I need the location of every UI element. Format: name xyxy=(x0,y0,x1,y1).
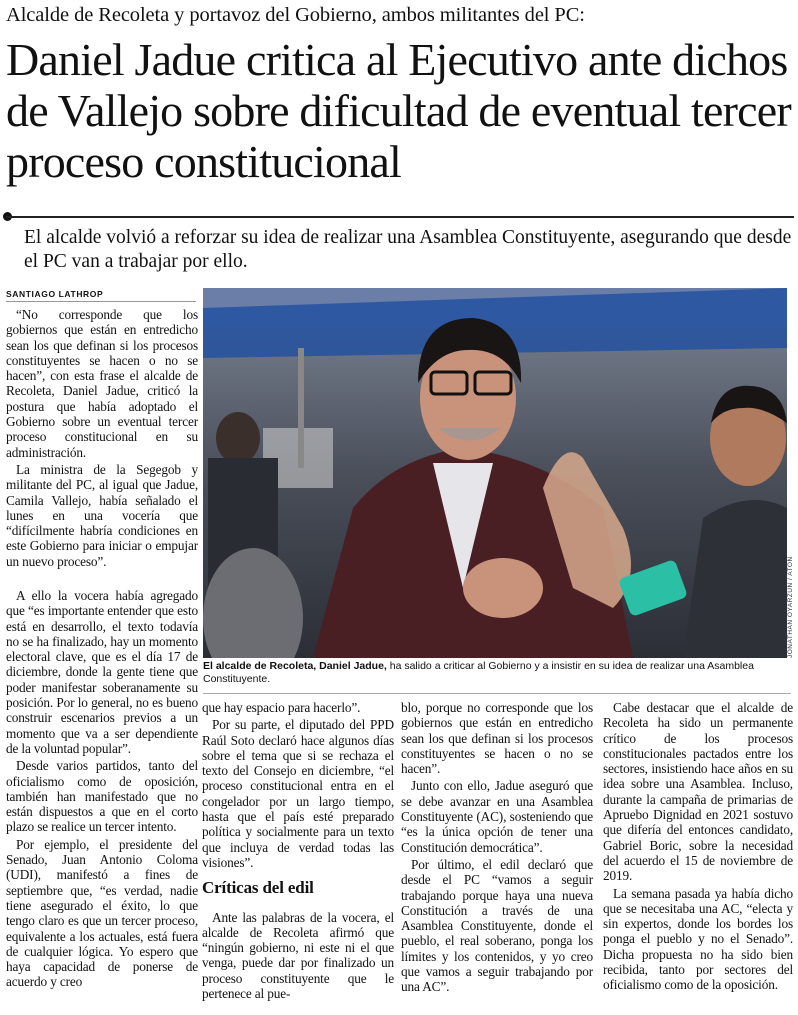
article-headline: Daniel Jadue critica al Ejecutivo ante dichos de Vallejo sobre dificultad de eventual tercer proceso constitucional xyxy=(6,34,791,187)
caption-bold: El alcalde de Recoleta, Daniel Jadue, xyxy=(203,660,387,672)
photo-caption xyxy=(203,660,791,686)
column-1-continued xyxy=(6,588,198,992)
caption-text: ha salido a criticar al Gobierno y a insistir en su idea de realizar una Asamblea Constituyente. xyxy=(203,660,754,685)
article-kicker: Alcalde de Recoleta y portavoz del Gobierno, ambos militantes del PC: xyxy=(6,4,585,26)
paragraph: blo, porque no corresponde que los gobiernos que están en entredicho sean los que definan si los procesos constituyentes se hacen o no se hacen”. xyxy=(401,700,593,777)
paragraph: A ello la vocera había agregado que “es importante entender que esto está en desarrollo, el texto todavía no se ha finalizado, hay un momento electoral clave, que es el día 17 de diciembre, donde la gente tiene que poder manifestar soberanamente su posición. Por lo general, no es bueno construir escenarios previos a un momento que va a ser dependiente de la voluntad popular”. xyxy=(6,588,198,756)
article-lead: El alcalde volvió a reforzar su idea de realizar una Asamblea Constituyente, asegurando que desde el PC van a trabajar por ello. xyxy=(24,227,792,272)
caption-rule xyxy=(203,693,791,694)
paragraph: que hay espacio para hacerlo”. xyxy=(202,700,361,715)
byline: SANTIAGO LATHROP xyxy=(6,289,196,302)
paragraph: La ministra de la Segegob y militante del PC, al igual que Jadue, Camila Vallejo, había señalado el lunes en una vocería que “difícilmente habría condiciones en este Gobierno para iniciar o empujar un nuevo proceso”. xyxy=(6,461,198,569)
divider-rule xyxy=(6,216,794,218)
paragraph: Ante las palabras de la vocera, el alcalde de Recoleta afirmó que “ningún gobierno, ni este ni el que venga, puede dar por finalizado un proceso constituyente que le pertenece al pue- xyxy=(202,909,394,1002)
article-photo xyxy=(203,288,787,658)
photo-credit: JONATHAN OYARZUN / ATON xyxy=(787,556,794,658)
paragraph: Por último, el edil declaró que desde el PC “vamos a seguir trabajando porque haya una nueva Constitución a través de una Asamblea Constituyente, donde el pueblo, el real soberano, ponga los límites y los contenidos, y yo creo que vamos a seguir trabajando por una AC”. xyxy=(401,856,593,995)
paragraph: La semana pasada ya había dicho que se necesitaba una AC, “electa y sin expertos, donde los bordes los ponga el pueblo y no el Senado”. Dicha propuesta no ha sido bien recibida, tanto por sectores del oficialismo como de la oposición. xyxy=(603,885,793,993)
column-3 xyxy=(401,700,593,997)
section-subhead: Críticas del edil xyxy=(202,878,314,898)
paragraph: Junto con ello, Jadue aseguró que se debe avanzar en una Asamblea Constituyente (AC), sosteniendo que “es la única opción de tener una Constitución democrática”. xyxy=(401,778,593,855)
photo-illustration xyxy=(203,288,787,658)
column-4 xyxy=(603,700,793,995)
column-1 xyxy=(6,307,198,571)
paragraph: “No corresponde que los gobiernos que están en entredicho sean los que definan si los procesos constituyentes se hacen o no se hacen”, con esta frase el alcalde de Recoleta, Daniel Jadue, criticó la postura que había adoptado el Gobierno sobre un eventual tercer proceso constitucional en su administración. xyxy=(6,307,198,460)
column-2 xyxy=(202,700,394,1003)
paragraph: Desde varios partidos, tanto del oficialismo como de oposición, también han manifestado que no están dispuestos a que en el corto plazo se realice un tercer intento. xyxy=(6,758,198,835)
paragraph: Por ejemplo, el presidente del Senado, Juan Antonio Coloma (UDI), manifestó a fines de septiembre que, “es verdad, nadie tiene asegurado el éxito, lo que tengo claro es que un tercer proceso, equivalente a los actuales, está fuera de cualquier lógica. Yo espero que haya capacidad de ponerse de acuerdo y creo xyxy=(6,836,198,990)
paragraph: Cabe destacar que el alcalde de Recoleta ha sido un permanente crítico de los procesos constitucionales pactados entre los sectores, insistiendo hace años en su idea sobre una Asamblea. Incluso, durante la campaña de primarias de Apruebo Dignidad en 2021 sostuvo que difería del entonces candidato, Gabriel Boric, sobre la necesidad del acuerdo el 15 de noviembre de 2019. xyxy=(603,700,793,884)
paragraph: Por su parte, el diputado del PPD Raúl Soto declaró hace algunos días sobre el tema que si se rechaza el texto del Consejo en diciembre, “el proceso constitucional entra en el congelador por un largo tiempo, hasta que el país esté preparado política y socialmente para un texto que incluya de verdad todas las visiones”. xyxy=(202,717,394,870)
